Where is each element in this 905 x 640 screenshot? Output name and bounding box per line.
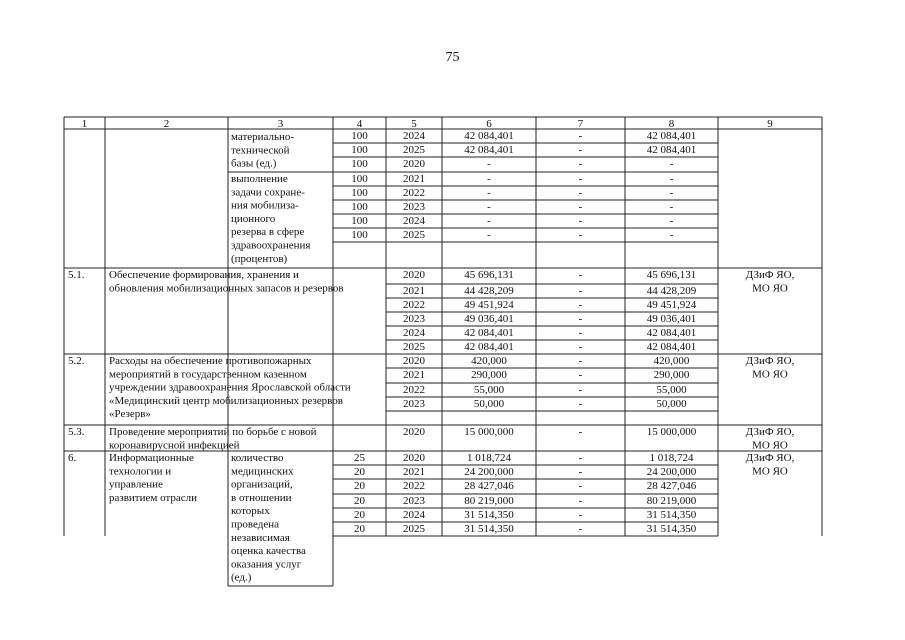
header-col-9: 9	[767, 118, 773, 130]
section-53-executor-line: МО ЯО	[752, 439, 788, 452]
section-52-row-1-cell-6: 420,000	[471, 355, 507, 367]
section-6-row-2-cell-4: 20	[354, 466, 365, 478]
prev-row-1-cell-5: 2024	[403, 130, 425, 142]
prev-row-7-cell-7: -	[578, 215, 583, 227]
section-52-title-line: «Резерв»	[109, 408, 151, 421]
section-51-row-3-cell-6: 49 451,924	[464, 299, 514, 311]
prev-row-3-cell-8: -	[669, 158, 674, 170]
section-51-row-5-cell-7: -	[578, 327, 583, 339]
section-51-row-5-cell-6: 42 084,401	[464, 327, 514, 339]
prev-row-4-cell-6: -	[487, 173, 491, 185]
section-6-indicator-line: оценка качества	[231, 545, 306, 558]
prev-row-1-cell-6: 42 084,401	[464, 130, 514, 142]
header-col-7: 7	[577, 118, 584, 130]
section-6-indicator-line: организаций,	[231, 478, 293, 491]
section-6-row-3-cell-5: 2022	[403, 480, 425, 492]
prev-indicator-2-line: (процентов)	[231, 252, 288, 265]
section-52-row-3-cell-7: -	[578, 384, 583, 396]
section-6-row-6-cell-5: 2025	[403, 523, 425, 535]
section-53-title-line: Проведение мероприятий по борьбе с новой	[109, 426, 317, 438]
header-col-4: 4	[356, 118, 363, 130]
prev-row-3-cell-5: 2020	[403, 158, 425, 170]
prev-row-6-cell-8: -	[669, 201, 674, 213]
header-col-2: 2	[163, 118, 170, 130]
section-6-row-3-cell-4: 20	[354, 480, 365, 492]
section-6-row-2-cell-6: 24 200,000	[464, 466, 514, 478]
section-6-row-1-cell-4: 25	[354, 452, 365, 464]
section-52-number: 5.2.	[68, 355, 85, 367]
section-6-row-4-cell-8: 80 219,000	[646, 495, 697, 507]
section-51-row-5-cell-8: 42 084,401	[646, 327, 697, 339]
section-6-row-6-cell-7: -	[578, 523, 583, 535]
section-6-executor-line: МО ЯО	[752, 465, 788, 478]
prev-row-8-cell-5: 2025	[403, 229, 425, 241]
section-6-executor-line: ДЗиФ ЯО,	[745, 452, 795, 464]
section-52-title-line: «Медицинский центр мобилизационных резервов	[109, 394, 343, 407]
section-52-row-3-cell-5: 2022	[403, 384, 425, 396]
section-51-row-2-cell-8: 44 428,209	[646, 285, 697, 297]
section-6-indicator-line: независимая	[231, 531, 290, 544]
prev-row-6-cell-5: 2023	[403, 201, 425, 213]
section-6-title-line: развитием отрасли	[109, 491, 198, 504]
section-51-row-6-cell-5: 2025	[403, 341, 425, 353]
section-6-indicator-line: медицинских	[231, 465, 294, 478]
prev-row-4-cell-4: 100	[351, 173, 368, 185]
section-6-row-3-cell-7: -	[578, 480, 583, 492]
section-53-executor-line: ДЗиФ ЯО,	[745, 426, 795, 438]
section-52-row-1-cell-8: 420,000	[653, 355, 690, 367]
prev-row-2-cell-8: 42 084,401	[646, 144, 697, 156]
prev-indicator-2-line: резерва в сфере	[231, 226, 305, 239]
section-6-row-2-cell-7: -	[578, 466, 583, 478]
prev-indicator-2-line: здравоохранения	[231, 239, 311, 252]
section-6-row-1-cell-6: 1 018,724	[467, 452, 511, 464]
section-6-indicator-line: которых	[231, 505, 270, 518]
section-52-title-line: учреждении здравоохранения Ярославской области	[109, 381, 351, 394]
section-6-row-5-cell-7: -	[578, 509, 583, 521]
prev-row-6-cell-6: -	[487, 201, 491, 213]
section-6-row-1-cell-5: 2020	[403, 452, 425, 464]
section-52-row-4-cell-6: 50,000	[473, 398, 505, 410]
prev-row-4-cell-5: 2021	[403, 173, 425, 185]
prev-row-1-cell-8: 42 084,401	[646, 130, 697, 142]
section-52-row-1-cell-7: -	[578, 355, 583, 367]
prev-row-5-cell-5: 2022	[403, 187, 425, 199]
section-51-row-3-cell-8: 49 451,924	[646, 299, 697, 311]
section-52-row-2-cell-5: 2021	[403, 369, 425, 381]
section-51-row-4-cell-6: 49 036,401	[464, 313, 514, 325]
section-52-row-4-cell-7: -	[578, 398, 583, 410]
section-6-indicator-line: в отношении	[231, 491, 292, 504]
section-53-row-1-cell-6: 15 000,000	[464, 426, 514, 438]
section-6-title-line: управление	[109, 478, 163, 491]
prev-row-5-cell-4: 100	[351, 187, 368, 199]
section-6-row-4-cell-7: -	[578, 495, 583, 507]
section-6-title-line: Информационные	[109, 452, 194, 464]
section-6-row-3-cell-8: 28 427,046	[646, 480, 697, 492]
section-6-row-3-cell-6: 28 427,046	[464, 480, 514, 492]
section-53-row-1-cell-7: -	[578, 426, 583, 438]
section-51-executor-line: ДЗиФ ЯО,	[745, 269, 795, 281]
section-51-row-1-cell-6: 45 696,131	[464, 269, 514, 281]
section-6-row-6-cell-8: 31 514,350	[646, 523, 697, 535]
prev-indicator-2-line: ния мобилиза-	[231, 199, 299, 212]
section-6-row-4-cell-6: 80 219,000	[464, 495, 514, 507]
prev-row-6-cell-4: 100	[351, 201, 368, 213]
section-51-number: 5.1.	[68, 269, 85, 281]
section-51-row-4-cell-5: 2023	[403, 313, 425, 325]
prev-row-6-cell-7: -	[578, 201, 583, 213]
section-6-row-2-cell-8: 24 200,000	[646, 466, 697, 478]
section-6-row-1-cell-7: -	[578, 452, 583, 464]
prev-row-3-cell-6: -	[487, 158, 491, 170]
section-53-title-line: коронавирусной инфекцией	[109, 439, 240, 452]
section-51-row-1-cell-5: 2020	[403, 269, 425, 281]
section-51-row-6-cell-8: 42 084,401	[646, 341, 697, 353]
section-51-executor-line: МО ЯО	[752, 282, 788, 295]
prev-indicator-1-line: технической	[231, 144, 290, 157]
prev-row-8-cell-7: -	[578, 229, 583, 241]
section-6-row-6-cell-6: 31 514,350	[464, 523, 514, 535]
prev-row-8-cell-4: 100	[351, 229, 368, 241]
section-51-title-line: Обеспечение формирования, хранения и	[109, 269, 299, 281]
section-51-row-2-cell-6: 44 428,209	[464, 285, 514, 297]
section-51-row-4-cell-8: 49 036,401	[646, 313, 697, 325]
section-6-row-5-cell-4: 20	[354, 509, 365, 521]
prev-indicator-2-line: задачи сохране-	[231, 186, 305, 199]
prev-row-2-cell-6: 42 084,401	[464, 144, 514, 156]
section-51-row-6-cell-6: 42 084,401	[464, 341, 514, 353]
section-52-row-4-cell-5: 2023	[403, 398, 425, 410]
section-6-row-1-cell-8: 1 018,724	[649, 452, 694, 464]
prev-indicator-1-line: базы (ед.)	[231, 157, 277, 170]
prev-row-1-cell-4: 100	[351, 130, 368, 142]
prev-row-4-cell-7: -	[578, 173, 583, 185]
prev-row-1-cell-7: -	[578, 130, 583, 142]
section-6-row-4-cell-5: 2023	[403, 495, 425, 507]
section-52-executor-line: МО ЯО	[752, 368, 788, 381]
section-51-row-1-cell-7: -	[578, 269, 583, 281]
prev-row-5-cell-8: -	[669, 187, 674, 199]
section-52-row-4-cell-8: 50,000	[656, 398, 687, 410]
section-51-row-3-cell-7: -	[578, 299, 583, 311]
section-51-row-5-cell-5: 2024	[403, 327, 425, 339]
prev-row-3-cell-4: 100	[351, 158, 368, 170]
section-52-title-line: Расходы на обеспечение противопожарных	[109, 355, 312, 367]
prev-row-2-cell-7: -	[578, 144, 583, 156]
prev-row-7-cell-8: -	[669, 215, 674, 227]
section-52-row-3-cell-6: 55,000	[473, 384, 505, 396]
section-52-title-line: мероприятий в государственном казенном	[109, 368, 307, 381]
header-col-1: 1	[81, 118, 88, 130]
section-51-row-1-cell-8: 45 696,131	[646, 269, 697, 281]
prev-row-8-cell-8: -	[669, 229, 674, 241]
section-6-indicator-line: (ед.)	[231, 571, 252, 584]
prev-indicator-2-line: выполнение	[231, 173, 288, 185]
section-6-indicator-line: количество	[231, 452, 284, 464]
section-53-row-1-cell-5: 2020	[403, 426, 425, 438]
section-52-row-1-cell-5: 2020	[403, 355, 425, 367]
prev-indicator-1-line: материально-	[231, 131, 295, 143]
section-6-number: 6.	[68, 452, 77, 464]
section-6-row-5-cell-5: 2024	[403, 509, 425, 521]
prev-row-2-cell-4: 100	[351, 144, 368, 156]
section-6-row-4-cell-4: 20	[354, 495, 365, 507]
header-col-3: 3	[277, 118, 284, 130]
section-6-row-2-cell-5: 2021	[403, 466, 425, 478]
section-51-row-2-cell-5: 2021	[403, 285, 425, 297]
section-53-number: 5.3.	[68, 426, 85, 438]
prev-row-3-cell-7: -	[578, 158, 583, 170]
section-6-row-5-cell-6: 31 514,350	[464, 509, 514, 521]
prev-row-5-cell-7: -	[578, 187, 583, 199]
section-6-indicator-line: проведена	[231, 518, 280, 531]
page-number: 75	[445, 50, 460, 65]
section-52-row-2-cell-6: 290,000	[471, 369, 507, 381]
prev-row-7-cell-4: 100	[351, 215, 368, 227]
section-6-row-5-cell-8: 31 514,350	[646, 509, 697, 521]
prev-indicator-2-line: ционного	[231, 212, 276, 225]
prev-row-5-cell-6: -	[487, 187, 491, 199]
section-6-row-6-cell-4: 20	[354, 523, 365, 535]
section-51-row-3-cell-5: 2022	[403, 299, 425, 311]
section-51-row-4-cell-7: -	[578, 313, 583, 325]
section-52-row-3-cell-8: 55,000	[656, 384, 687, 396]
prev-row-7-cell-5: 2024	[403, 215, 425, 227]
section-6-indicator-line: оказания услуг	[231, 558, 302, 571]
section-52-executor-line: ДЗиФ ЯО,	[745, 355, 795, 367]
section-6-title-line: технологии и	[109, 465, 172, 478]
section-52-row-2-cell-8: 290,000	[653, 369, 690, 381]
header-col-8: 8	[668, 118, 675, 130]
header-col-6: 6	[486, 118, 492, 130]
prev-row-4-cell-8: -	[669, 173, 674, 185]
section-51-row-2-cell-7: -	[578, 285, 583, 297]
section-52-row-2-cell-7: -	[578, 369, 583, 381]
section-53-row-1-cell-8: 15 000,000	[646, 426, 697, 438]
prev-row-7-cell-6: -	[487, 215, 491, 227]
section-51-title-line: обновления мобилизационных запасов и резервов	[109, 282, 344, 295]
prev-row-2-cell-5: 2025	[403, 144, 425, 156]
prev-row-8-cell-6: -	[487, 229, 491, 241]
section-51-row-6-cell-7: -	[578, 341, 583, 353]
header-col-5: 5	[411, 118, 417, 130]
